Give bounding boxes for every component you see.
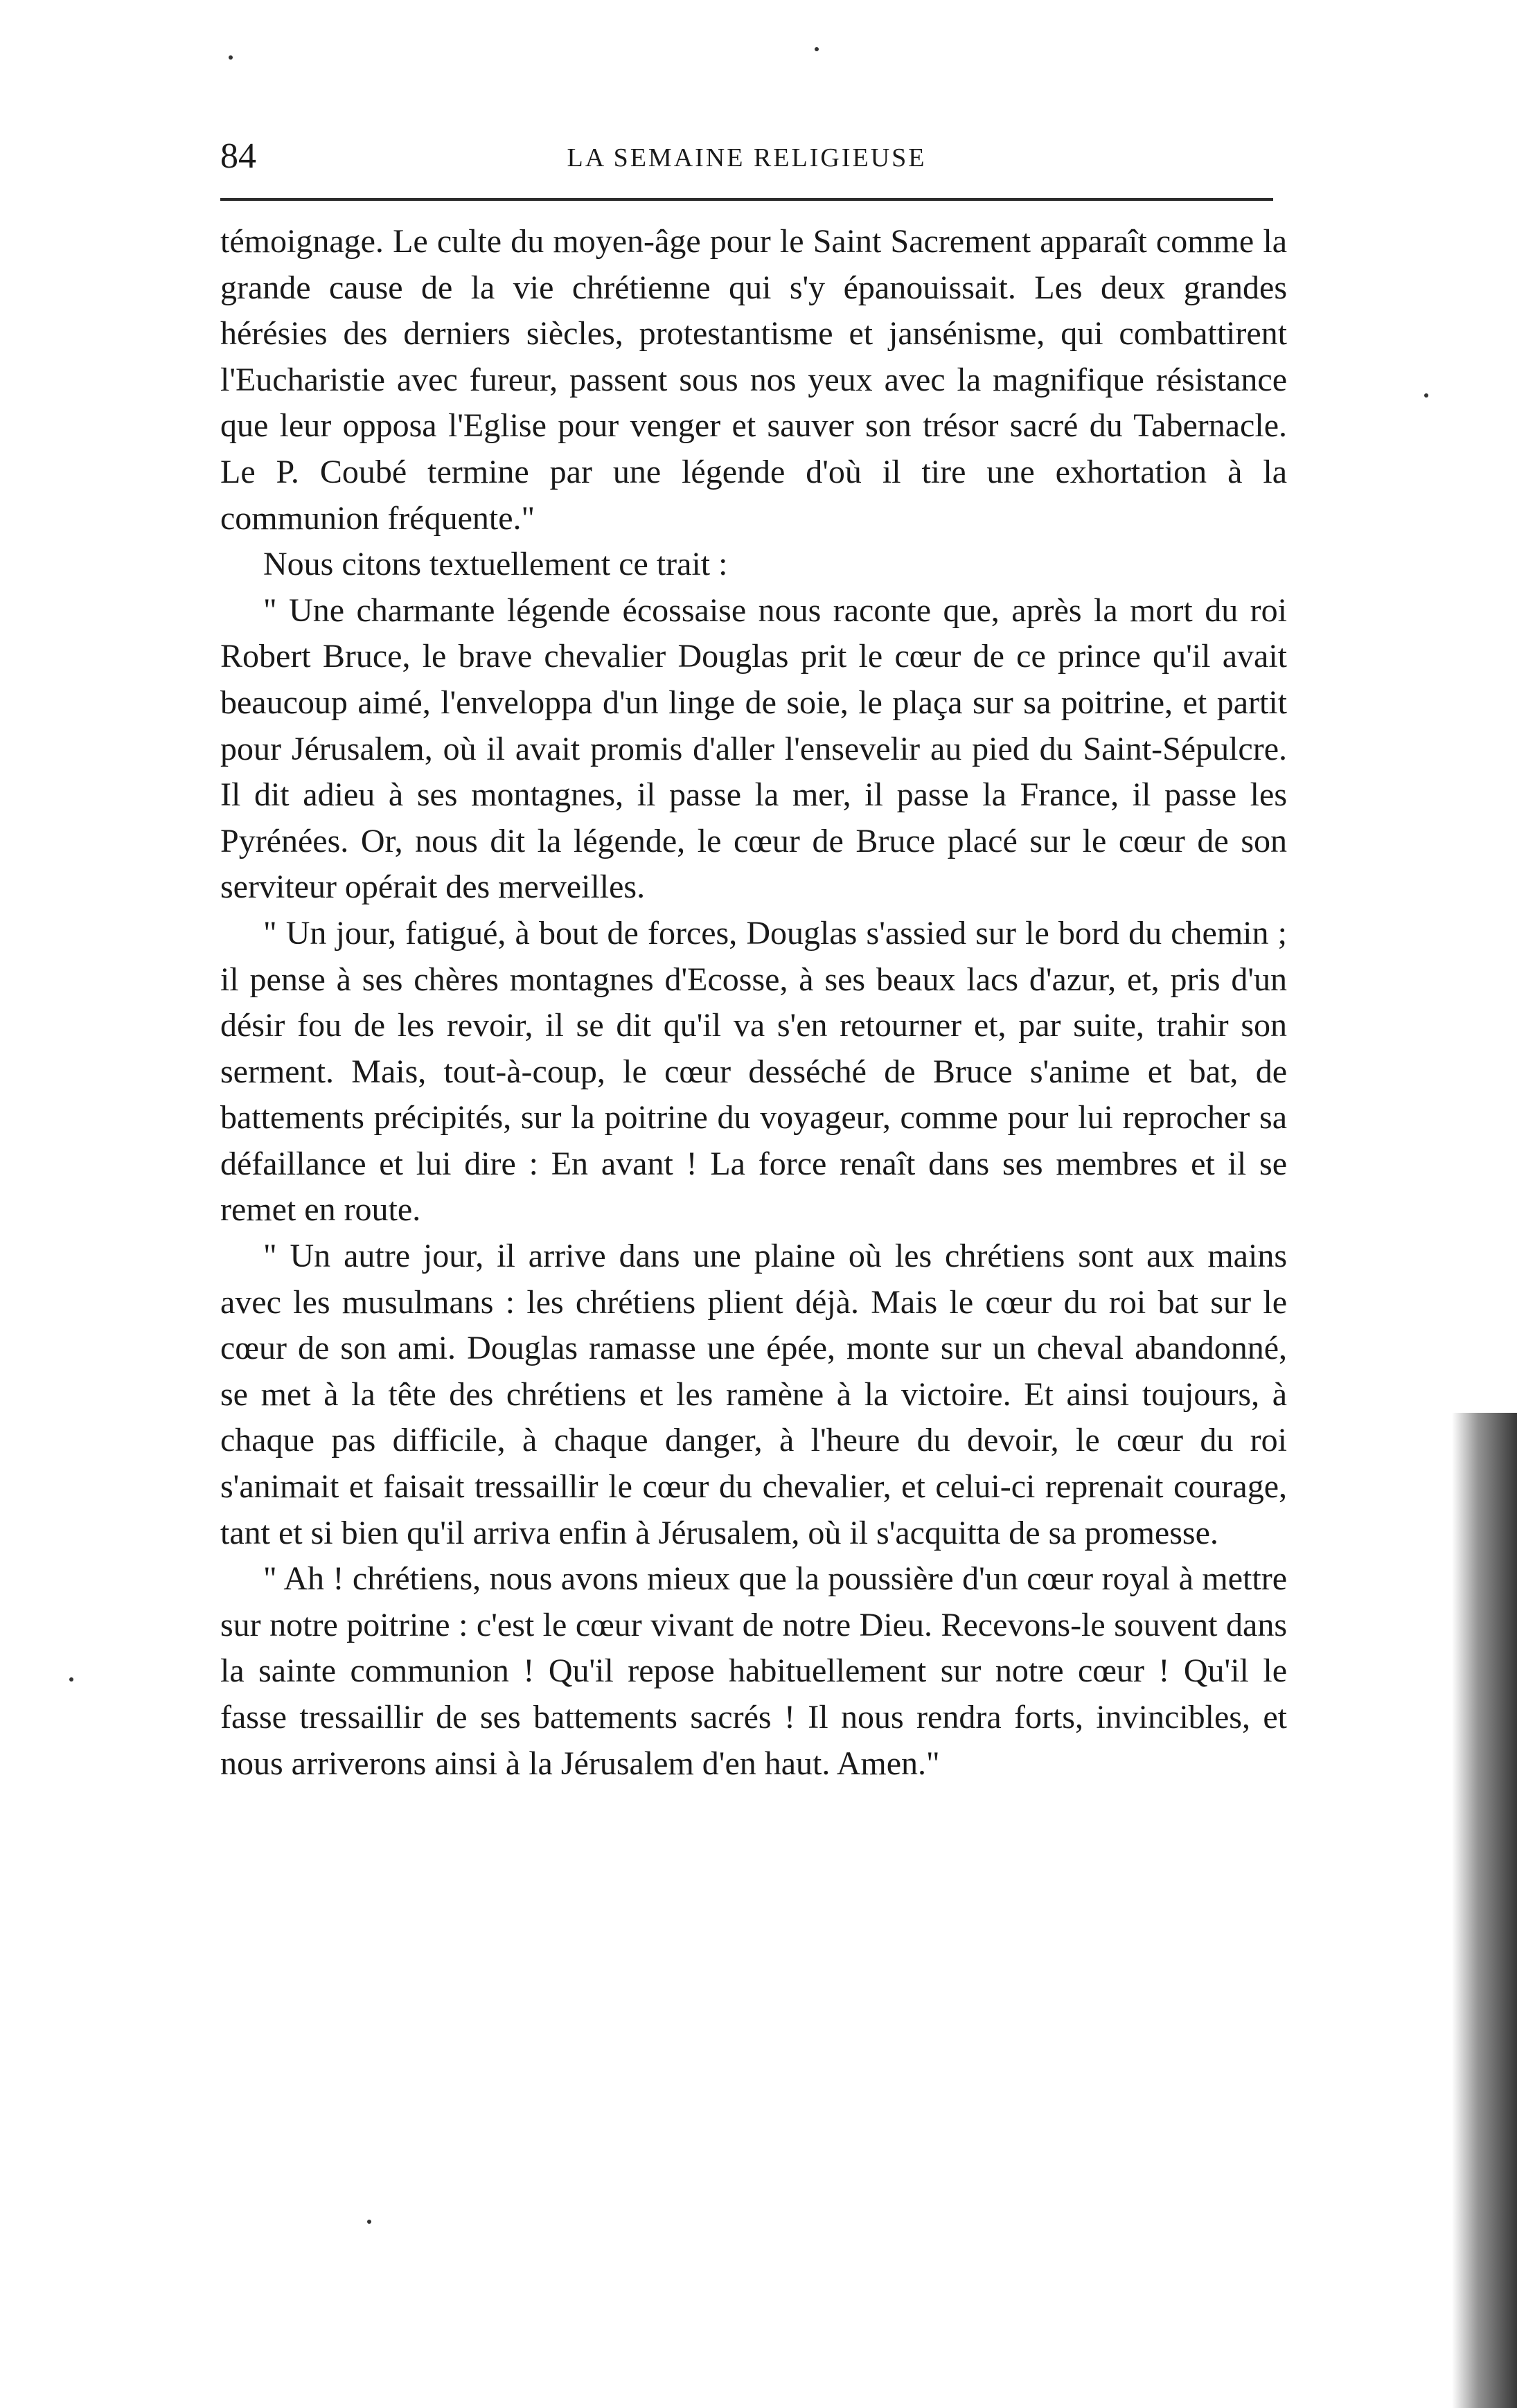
paragraph: " Un autre jour, il arrive dans une plaine où les chrétiens sont aux mains avec les musulmans : les chrétiens plient déjà. Mais le cœur du roi bat sur le cœur de son ami. Douglas ramasse une épée, monte sur un cheval abandonné, se met à la tête des chrétiens et les ramène à la victoire. Et ainsi toujours, à chaque pas difficile, à chaque danger, à l'heure du devoir, le cœur du roi s'animait et faisait tressaillir le cœur du chevalier, et celui-ci reprenait courage, tant et si bien qu'il arriva enfin à Jérusalem, où il s'acquitta de sa promesse. <box>220 1238 1287 1551</box>
body-text <box>220 219 1287 1787</box>
paragraph-continued: témoignage. Le culte du moyen-âge pour le Saint Sacrement apparaît comme la grande cause de la vie chrétienne qui s'y épanouissait. Les deux grandes hérésies des derniers siècles, protestantisme et jansénisme, qui combattirent l'Eucharistie avec fureur, passent sous nos yeux avec la magnifique résistance que leur opposa l'Eglise pour venger et sauver son trésor sacré du Tabernacle. Le P. Coubé termine par une légende d'où il tire une exhortation à la communion fréquente." <box>220 223 1287 537</box>
header-rule <box>220 198 1273 201</box>
page-header <box>220 136 1273 184</box>
scan-speck <box>1424 393 1428 398</box>
scan-edge-shadow <box>1452 1413 1517 2408</box>
paragraph: Nous citons textuellement ce trait : <box>263 546 728 583</box>
scan-speck <box>229 55 233 60</box>
paragraph: " Ah ! chrétiens, nous avons mieux que la poussière d'un cœur royal à mettre sur notre poitrine : c'est le cœur vivant de notre Dieu. Recevons-le souvent dans la sainte communion ! Qu'il repose habituellement sur notre cœur ! Qu'il le fasse tressaillir de ses battements sacrés ! Il nous rendra forts, invincibles, et nous arriverons ainsi à la Jérusalem d'en haut. Amen." <box>220 1560 1287 1782</box>
paragraph: " Un jour, fatigué, à bout de forces, Douglas s'assied sur le bord du chemin ; il pense à ses chères montagnes d'Ecosse, à ses beaux lacs d'azur, et, pris d'un désir fou de les revoir, il se dit qu'il va s'en retourner et, par suite, trahir son serment. Mais, tout-à-coup, le cœur desséché de Bruce s'anime et bat, de battements précipités, sur la poitrine du voyageur, comme pour lui reprocher sa défaillance et lui dire : En avant ! La force renaît dans ses membres et il se remet en route. <box>220 914 1287 1229</box>
paragraph: " Une charmante légende écossaise nous raconte que, après la mort du roi Robert Bruce, le brave chevalier Douglas prit le cœur de ce prince qu'il avait beaucoup aimé, l'enveloppa d'un linge de soie, le plaça sur sa poitrine, et partit pour Jérusalem, où il avait promis d'aller l'ensevelir au pied du Saint-Sépulcre. Il dit adieu à ses montagnes, il passe la mer, il passe la France, il passe les Pyrénées. Or, nous dit la légende, le cœur de Bruce placé sur le cœur de son serviteur opérait des merveilles. <box>220 591 1287 906</box>
scan-speck <box>815 47 819 51</box>
running-title: LA SEMAINE RELIGIEUSE <box>567 143 927 172</box>
scan-speck <box>69 1677 73 1682</box>
scan-speck <box>367 2220 371 2224</box>
page-number: 84 <box>220 136 256 176</box>
